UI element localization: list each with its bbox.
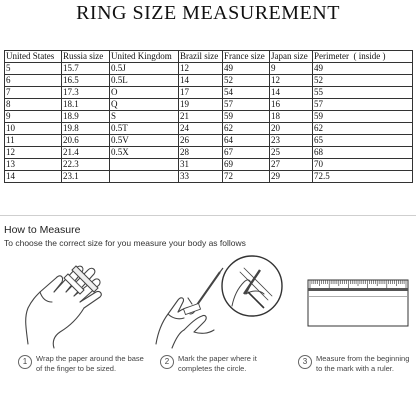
table-cell: 9 [270, 63, 313, 75]
table-cell: 55 [313, 87, 413, 99]
table-cell: 0.5T [110, 123, 179, 135]
table-cell: 15.7 [62, 63, 110, 75]
table-cell: 17.3 [62, 87, 110, 99]
table-cell: 24 [179, 123, 223, 135]
step-3-number: 3 [298, 355, 312, 369]
table-row [5, 147, 413, 159]
table-row [5, 63, 413, 75]
table-cell: 67 [223, 147, 270, 159]
table-cell: 49 [313, 63, 413, 75]
table-cell [110, 159, 179, 171]
table-cell: 9 [5, 111, 62, 123]
table-cell: 52 [313, 75, 413, 87]
step-2-text: Mark the paper where it completes the circle. [178, 354, 257, 373]
table-cell: 27 [270, 159, 313, 171]
table-cell: 12 [179, 63, 223, 75]
table-cell: S [110, 111, 179, 123]
table-cell: 17 [179, 87, 223, 99]
table-cell: 23 [270, 135, 313, 147]
hand-wrap-paper-illustration [10, 252, 135, 350]
table-cell: 49 [223, 63, 270, 75]
table-cell: 70 [313, 159, 413, 171]
step-3-text: Measure from the beginning to the mark with a ruler. [316, 354, 410, 373]
table-cell: Q [110, 99, 179, 111]
table-cell: 68 [313, 147, 413, 159]
table-row [5, 171, 413, 183]
header-russia-size: Russia size [62, 51, 110, 63]
section-divider [0, 215, 416, 216]
table-cell: 20 [270, 123, 313, 135]
table-cell: 12 [270, 75, 313, 87]
table-header-row [5, 51, 413, 63]
step-2-number: 2 [160, 355, 174, 369]
table-cell: 21.4 [62, 147, 110, 159]
table-cell: 14 [179, 75, 223, 87]
table-cell: 8 [5, 99, 62, 111]
table-cell: O [110, 87, 179, 99]
header-france-size: France size [223, 51, 270, 63]
table-cell: 52 [223, 75, 270, 87]
table-cell [110, 171, 179, 183]
table-cell: 62 [313, 123, 413, 135]
table-cell: 18 [270, 111, 313, 123]
header-japan-size: Japan size [270, 51, 313, 63]
step-1-number: 1 [18, 355, 32, 369]
table-cell: 26 [179, 135, 223, 147]
table-cell: 64 [223, 135, 270, 147]
table-row [5, 123, 413, 135]
how-to-measure-heading: How to Measure [4, 224, 81, 236]
table-cell: 59 [223, 111, 270, 123]
table-cell: 19 [179, 99, 223, 111]
table-cell: 10 [5, 123, 62, 135]
header-united-states: United States [5, 51, 62, 63]
table-cell: 21 [179, 111, 223, 123]
table-row [5, 99, 413, 111]
table-row [5, 111, 413, 123]
table-cell: 6 [5, 75, 62, 87]
table-cell: 18.1 [62, 99, 110, 111]
table-cell: 0.5L [110, 75, 179, 87]
table-cell: 16.5 [62, 75, 110, 87]
ruler-illustration [300, 252, 412, 350]
table-cell: 62 [223, 123, 270, 135]
page-title: RING SIZE MEASUREMENT [76, 2, 340, 24]
table-cell: 29 [270, 171, 313, 183]
table-cell: 25 [270, 147, 313, 159]
ring-size-table [4, 50, 413, 183]
table-row [5, 159, 413, 171]
table-cell: 5 [5, 63, 62, 75]
table-cell: 65 [313, 135, 413, 147]
table-cell: 31 [179, 159, 223, 171]
table-cell: 57 [313, 99, 413, 111]
table-cell: 18.9 [62, 111, 110, 123]
step-1-text: Wrap the paper around the base of the finger to be sized. [36, 354, 144, 373]
table-cell: 0.5X [110, 147, 179, 159]
table-cell: 14 [5, 171, 62, 183]
header-brazil-size: Brazil size [179, 51, 223, 63]
table-cell: 59 [313, 111, 413, 123]
table-cell: 0.5J [110, 63, 179, 75]
table-cell: 19.8 [62, 123, 110, 135]
table-cell: 0.5V [110, 135, 179, 147]
table-cell: 16 [270, 99, 313, 111]
header-perimeter: Perimeter ( inside ) [313, 51, 413, 63]
table-cell: 28 [179, 147, 223, 159]
table-row [5, 75, 413, 87]
header-united-kingdom: United Kingdom [110, 51, 179, 63]
table-cell: 54 [223, 87, 270, 99]
table-cell: 20.6 [62, 135, 110, 147]
mark-paper-illustration [148, 252, 288, 350]
table-cell: 7 [5, 87, 62, 99]
table-row [5, 135, 413, 147]
how-to-measure-subtitle: To choose the correct size for you measure your body as follows [4, 238, 246, 248]
table-cell: 57 [223, 99, 270, 111]
table-cell: 13 [5, 159, 62, 171]
table-cell: 14 [270, 87, 313, 99]
table-cell: 33 [179, 171, 223, 183]
table-cell: 11 [5, 135, 62, 147]
table-cell: 23.1 [62, 171, 110, 183]
table-cell: 12 [5, 147, 62, 159]
table-cell: 69 [223, 159, 270, 171]
table-cell: 22.3 [62, 159, 110, 171]
table-cell: 72.5 [313, 171, 413, 183]
table-row [5, 87, 413, 99]
table-cell: 72 [223, 171, 270, 183]
